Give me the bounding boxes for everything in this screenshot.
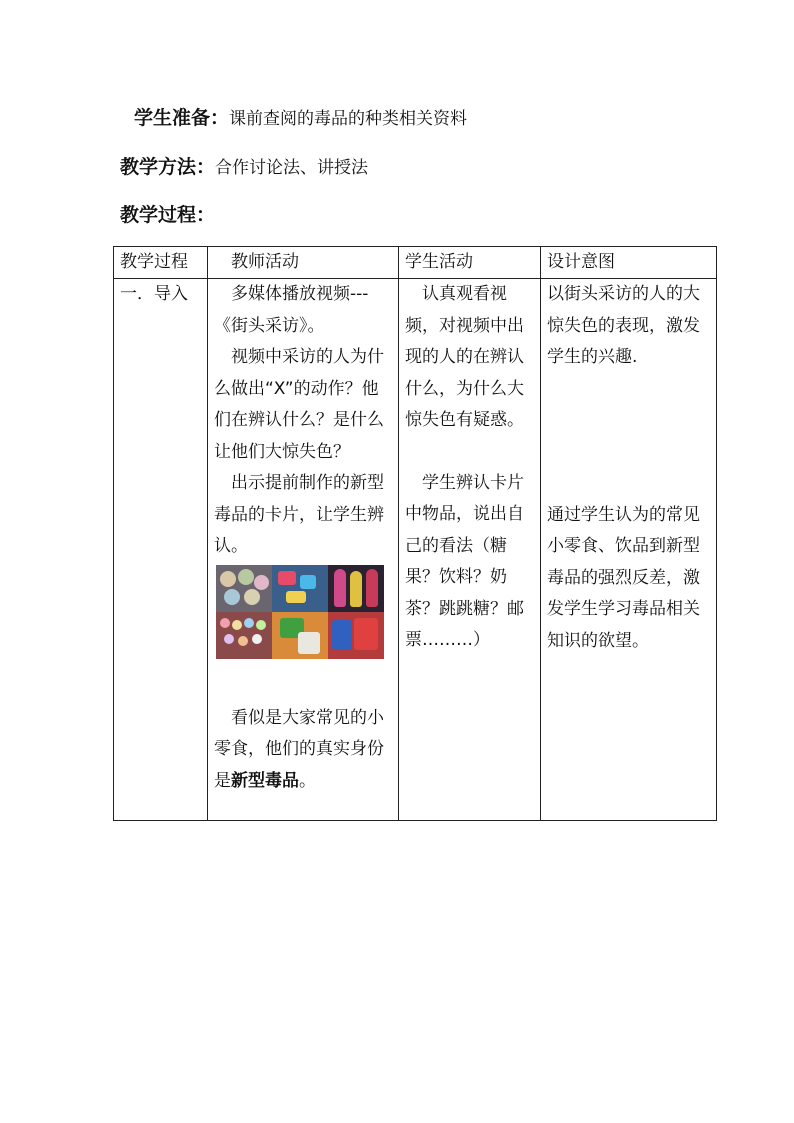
drug-samples-image [216, 565, 384, 659]
teacher-para-4-text: 看似是大家常见的小零食，他们的真实身份是 [214, 707, 384, 791]
table-row [114, 279, 717, 821]
teaching-method-text: 合作讨论法、讲授法 [215, 158, 369, 178]
teaching-method-label: 教学方法： [120, 156, 216, 178]
spacer [405, 437, 534, 468]
teacher-para-3: 出示提前制作的新型毒品的卡片，让学生辨认。 [214, 473, 384, 556]
teacher-para-4-end: 。 [299, 770, 316, 791]
cell-intent [541, 279, 717, 821]
tablets-photo [216, 612, 272, 659]
spacer [547, 374, 710, 500]
student-para-1: 认真观看视频，对视频中出现的人的在辨认什么，为什么大惊失色有疑惑。 [405, 284, 524, 430]
bottles-photo [328, 565, 384, 612]
cell-student [399, 279, 541, 821]
student-prep-label: 学生准备： [134, 107, 230, 129]
cell-teacher [208, 279, 399, 821]
spacer [214, 659, 392, 703]
student-prep-line [134, 106, 467, 131]
teaching-method-line [120, 155, 368, 180]
intent-para-2: 通过学生认为的常见小零食、饮品到新型毒品的强烈反差，激发学生学习毒品相关知识的欲望。 [547, 504, 700, 651]
lesson-table [113, 246, 717, 821]
header-teacher [208, 247, 399, 279]
header-teacher-text: 教师活动 [231, 252, 299, 272]
header-stage: 教学过程 [114, 247, 208, 279]
intent-para-1: 以街头采访的人的大惊失色的表现，激发学生的兴趣. [547, 284, 700, 367]
teacher-para-4 [214, 703, 392, 798]
pills-photo [216, 565, 272, 612]
packets-photo [272, 612, 328, 659]
header-student: 学生活动 [399, 247, 541, 279]
cell-stage: 一．导入 [114, 279, 208, 821]
teacher-para-1: 多媒体播放视频---《街头采访》。 [214, 284, 369, 336]
student-prep-text: 课前查阅的毒品的种类相关资料 [229, 109, 468, 129]
stamps-photo [272, 565, 328, 612]
teaching-process-line [120, 203, 215, 228]
teacher-para-4-bold: 新型毒品 [231, 770, 299, 791]
snacks-photo [328, 612, 384, 659]
header-intent: 设计意图 [541, 247, 717, 279]
student-para-2: 学生辨认卡片中物品，说出自己的看法（糖果？饮料？奶茶？跳跳糖？邮票………） [405, 472, 524, 650]
teaching-process-label: 教学过程： [120, 204, 216, 226]
teacher-para-2: 视频中采访的人为什么做出“X”的动作？他们在辨认什么？是什么让他们大惊失色？ [214, 347, 384, 462]
table-header-row [114, 247, 717, 279]
